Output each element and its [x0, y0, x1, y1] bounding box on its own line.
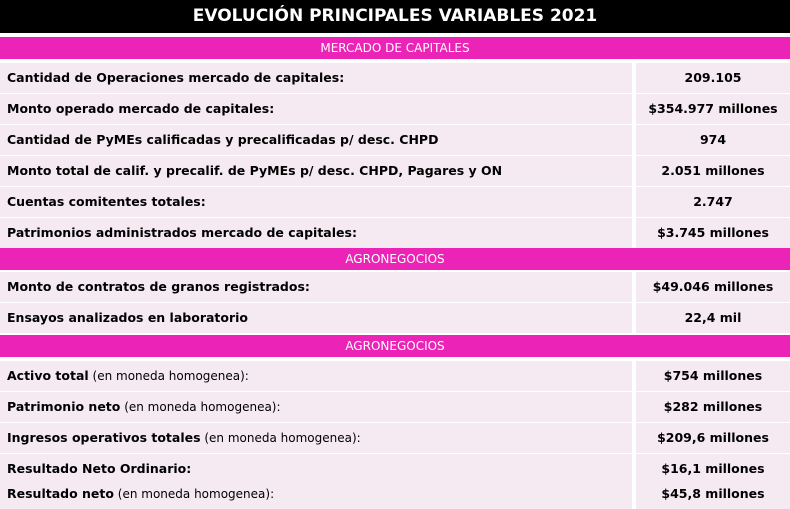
- row-label: Resultado Neto Ordinario:: [0, 454, 632, 484]
- section-header-agronegocios-2: AGRONEGOCIOS: [0, 335, 790, 357]
- row-label: Ingresos operativos totales (en moneda homogenea):: [0, 423, 632, 453]
- table-row: [0, 63, 790, 93]
- row-value: 2.747: [636, 187, 790, 217]
- row-label: Patrimonio neto (en moneda homogenea):: [0, 392, 632, 422]
- row-label: Cantidad de Operaciones mercado de capitales:: [0, 63, 632, 93]
- row-value: 22,4 mil: [636, 303, 790, 333]
- table-row: [0, 94, 790, 124]
- row-value: $49.046 millones: [636, 272, 790, 302]
- row-label: Cuentas comitentes totales:: [0, 187, 632, 217]
- row-value: $354.977 millones: [636, 94, 790, 124]
- row-label: Monto total de calif. y precalif. de PyMEs p/ desc. CHPD, Pagares y ON: [0, 156, 632, 186]
- table-row: [0, 156, 790, 186]
- table-row: [0, 125, 790, 155]
- row-label: Cantidad de PyMEs calificadas y precalificadas p/ desc. CHPD: [0, 125, 632, 155]
- table-row: [0, 479, 790, 509]
- section-header-mercado-de-capitales: MERCADO DE CAPITALES: [0, 37, 790, 59]
- row-value: $754 millones: [636, 361, 790, 391]
- row-label: Monto de contratos de granos registrados:: [0, 272, 632, 302]
- row-value: 2.051 millones: [636, 156, 790, 186]
- row-label: Monto operado mercado de capitales:: [0, 94, 632, 124]
- table-row: [0, 423, 790, 453]
- row-label: Ensayos analizados en laboratorio: [0, 303, 632, 333]
- table-row: [0, 392, 790, 422]
- table-row: [0, 272, 790, 302]
- row-value: $282 millones: [636, 392, 790, 422]
- table-row: [0, 361, 790, 391]
- table-row: [0, 303, 790, 333]
- table-row: [0, 218, 790, 248]
- row-value: $45,8 millones: [636, 479, 790, 509]
- row-value: $209,6 millones: [636, 423, 790, 453]
- row-value: 209.105: [636, 63, 790, 93]
- row-label: Activo total (en moneda homogenea):: [0, 361, 632, 391]
- row-label: Patrimonios administrados mercado de capitales:: [0, 218, 632, 248]
- row-label: Resultado neto (en moneda homogenea):: [0, 479, 632, 509]
- table-row: [0, 187, 790, 217]
- row-value: $16,1 millones: [636, 454, 790, 484]
- row-value: $3.745 millones: [636, 218, 790, 248]
- row-value: 974: [636, 125, 790, 155]
- section-header-agronegocios: AGRONEGOCIOS: [0, 248, 790, 270]
- page-title: EVOLUCIÓN PRINCIPALES VARIABLES 2021: [0, 0, 790, 33]
